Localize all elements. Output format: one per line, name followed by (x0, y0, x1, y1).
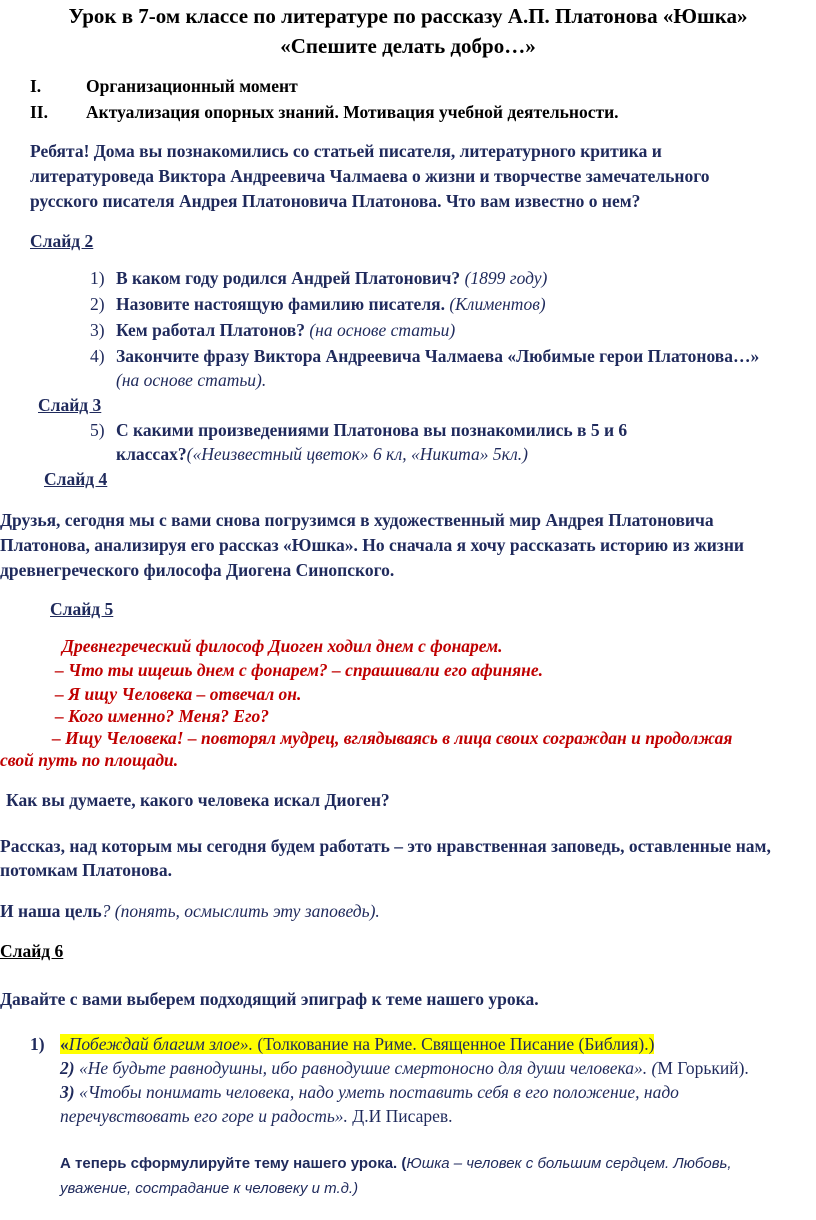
question-item (90, 346, 759, 367)
epigraph-quote: Побеждай благим злое». (68, 1034, 254, 1054)
slide-3-label: Слайд 3 (38, 395, 102, 415)
intro-line: русского писателя Андрея Платоновича Платонова. Что вам известно о нем? (30, 191, 641, 211)
epigraph-2 (60, 1058, 749, 1079)
epigraph-quote: «Не будьте равнодушны, ибо равнодушие смертоносно для души человека». ( (74, 1058, 658, 1078)
epigraph-3 (60, 1082, 679, 1103)
story-line: – Я ищу Человека – отвечал он. (55, 684, 302, 704)
question-answer: («Неизвестный цветок» 6 кл, «Никита» 5кл.) (186, 444, 528, 464)
goal-line (0, 901, 380, 922)
final-line (60, 1155, 732, 1172)
final-paren: ( (397, 1155, 407, 1172)
story-line: – Что ты ищешь днем с фонарем? – спрашивали его афиняне. (55, 660, 543, 680)
story2-line: Рассказ, над которым мы сегодня будем работать – это нравственная заповедь, оставленные нам, (0, 836, 771, 856)
section-text: Организационный момент (86, 76, 298, 96)
epigraph-num: 1) (30, 1034, 45, 1054)
epigraph-intro: Давайте с вами выберем подходящий эпиграф к теме нашего урока. (0, 989, 539, 1009)
question-text: Назовите настоящую фамилию писателя. (116, 294, 445, 314)
story-line: свой путь по площади. (0, 750, 179, 770)
goal-rest: ? (понять, осмыслить эту заповедь). (101, 901, 380, 921)
final-line-2: уважение, сострадание к человеку и т.д.) (60, 1180, 359, 1197)
story2-line: потомкам Платонова. (0, 860, 172, 880)
section-item (30, 102, 619, 123)
goal-bold: И наша цель (0, 901, 102, 921)
question-item (90, 268, 547, 289)
epigraph-3-cont (60, 1106, 453, 1127)
friends-line: Платонова, анализируя его рассказ «Юшка». Но сначала я хочу рассказать историю из жизни (0, 535, 744, 555)
final-italic: Юшка – человек с большим сердцем. Любовь, (406, 1155, 732, 1172)
section-text: Актуализация опорных знаний. Мотивация учебной деятельности. (86, 102, 619, 122)
section-num: II. (30, 102, 48, 122)
slide-4-label: Слайд 4 (44, 469, 108, 489)
epigraph-1 (30, 1034, 654, 1055)
page-title: Урок в 7-ом классе по литературе по рассказу А.П. Платонова «Юшка» (68, 4, 748, 28)
epigraph-num: 2) (60, 1058, 75, 1078)
slide-6-label: Слайд 6 (0, 941, 64, 961)
question-answer: (на основе статьи). (116, 370, 267, 390)
question-item (90, 294, 546, 315)
question-answer: (1899 году) (460, 268, 548, 288)
question-text: С какими произведениями Платонова вы познакомились в 5 и 6 (116, 420, 628, 440)
epigraph-quote: «Чтобы понимать человека, надо уметь поставить себя в его положение, надо (74, 1082, 679, 1102)
epigraph-source: М Горький). (657, 1058, 749, 1078)
question-answer: (Климентов) (444, 294, 546, 314)
section-num: I. (30, 76, 42, 96)
question-num: 3) (90, 320, 105, 340)
friends-line: древнегреческого философа Диогена Синопского. (0, 560, 395, 580)
story-line: – Ищу Человека! – повторял мудрец, вглядываясь в лица своих сограждан и продолжая (52, 728, 733, 748)
question-answer: (на основе статьи) (304, 320, 456, 340)
question-item (90, 420, 627, 441)
section-item (30, 76, 298, 97)
question-text: Кем работал Платонов? (116, 320, 305, 340)
question-text: классах? (116, 444, 187, 464)
question-item-cont (116, 444, 528, 465)
question-text: Закончите фразу Виктора Андреевича Чалмаева «Любимые герои Платонова…» (116, 346, 760, 366)
epigraph-open-quote: « (60, 1034, 69, 1054)
question-num: 2) (90, 294, 105, 314)
final-bold: А теперь сформулируйте тему нашего урока. (60, 1155, 398, 1172)
question-num: 1) (90, 268, 105, 288)
intro-line: Ребята! Дома вы познакомились со статьей писателя, литературного критика и (30, 141, 662, 161)
question-num: 5) (90, 420, 105, 440)
slide-5-label: Слайд 5 (50, 599, 114, 619)
question-num: 4) (90, 346, 105, 366)
story-line: Древнегреческий философ Диоген ходил днем с фонарем. (62, 636, 503, 656)
friends-line: Друзья, сегодня мы с вами снова погрузимся в художественный мир Андрея Платоновича (0, 510, 714, 530)
diogen-question: Как вы думаете, какого человека искал Диоген? (6, 790, 390, 810)
epigraph-num: 3) (60, 1082, 75, 1102)
page-subtitle: «Спешите делать добро…» (280, 34, 536, 58)
intro-line: литературоведа Виктора Андреевича Чалмаева о жизни и творчестве замечательного (30, 166, 710, 186)
story-line: – Кого именно? Меня? Его? (55, 706, 270, 726)
slide-2-label: Слайд 2 (30, 231, 94, 251)
question-text: В каком году родился Андрей Платонович? (116, 268, 461, 288)
epigraph-source: Д.И Писарев. (347, 1106, 453, 1126)
question-item (90, 320, 455, 341)
epigraph-source: (Толкование на Риме. Священное Писание (Библия).) (253, 1034, 655, 1054)
epigraph-quote: перечувствовать его горе и радость». (60, 1106, 348, 1126)
